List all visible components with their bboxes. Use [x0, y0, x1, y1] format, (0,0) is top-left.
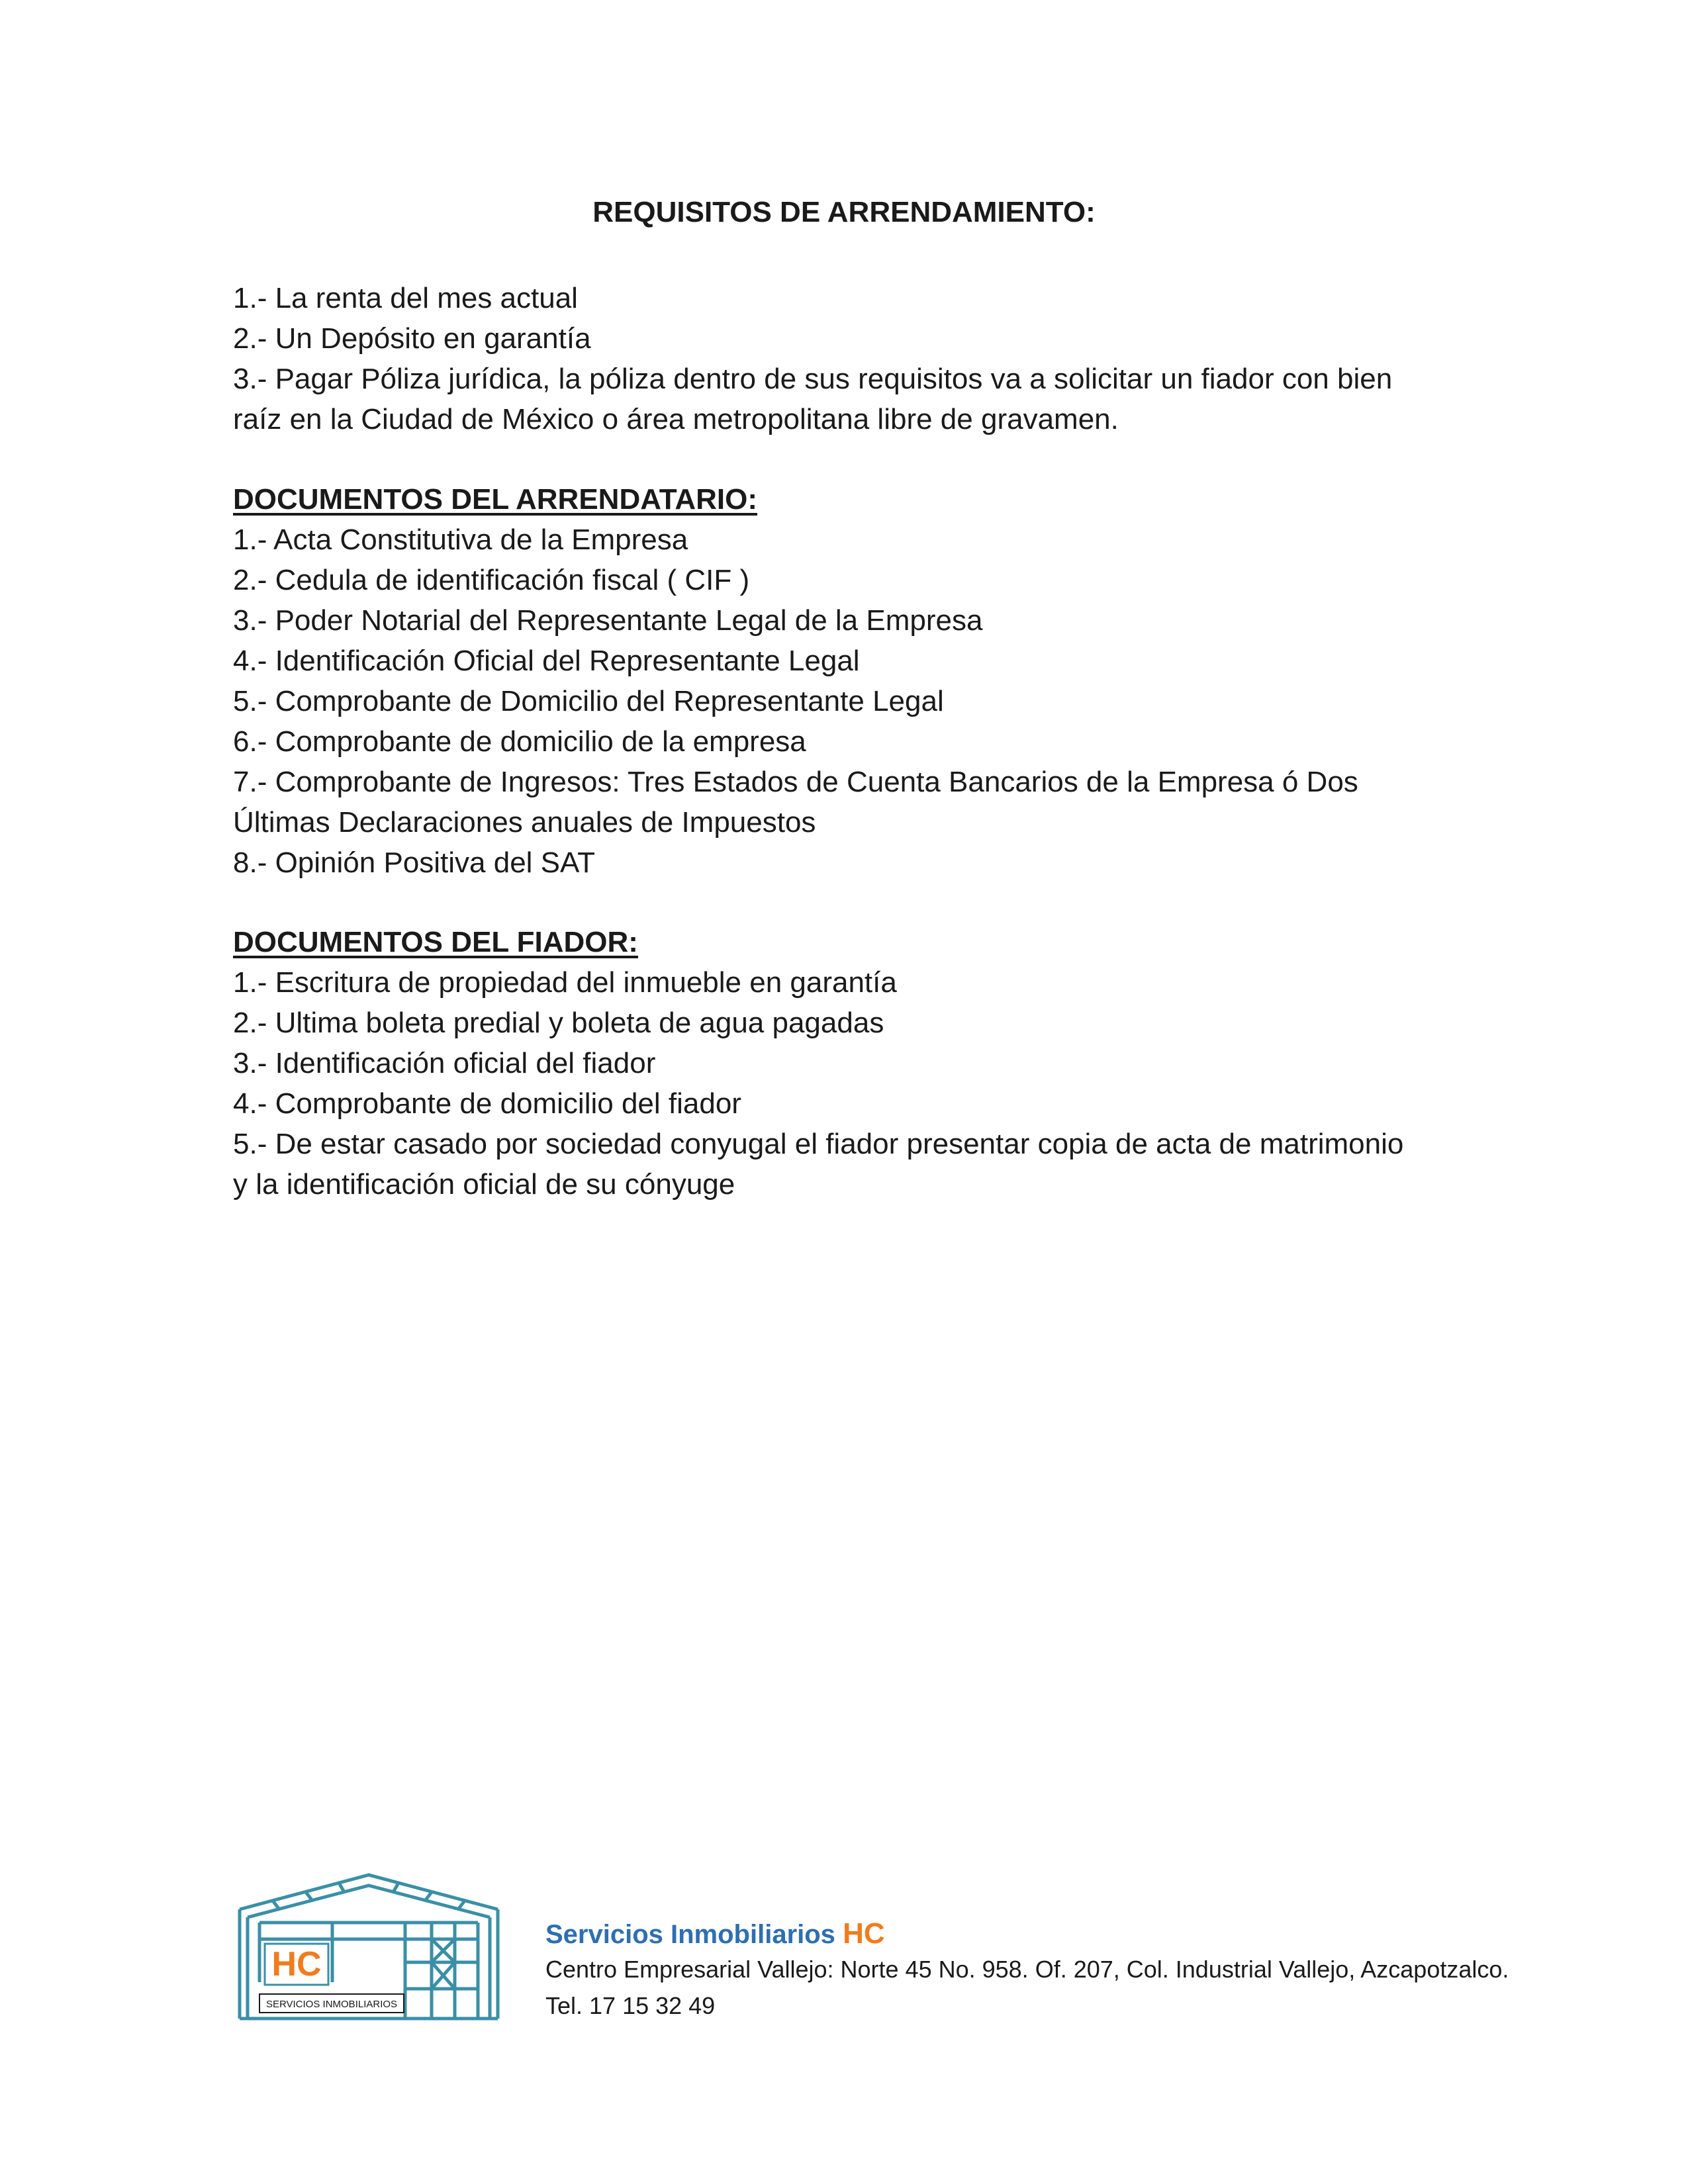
requirement-line: 2.- Un Depósito en garantía: [233, 322, 591, 355]
guarantor-documents-section: [233, 922, 1477, 1205]
page-title: REQUISITOS DE ARRENDAMIENTO:: [592, 196, 1096, 228]
tenant-document-item: 5.- Comprobante de Domicilio del Representante Legal: [233, 685, 944, 717]
logo-caption: SERVICIOS INMOBILIARIOS: [265, 1999, 398, 2010]
company-name-suffix: HC: [843, 1917, 885, 1950]
tenant-document-item: 7.- Comprobante de Ingresos: Tres Estados de Cuenta Bancarios de la Empresa ó Dos: [233, 766, 1358, 798]
tenant-document-item: 6.- Comprobante de domicilio de la empresa: [233, 725, 806, 758]
tenant-document-item: Últimas Declaraciones anuales de Impuestos: [233, 806, 816, 839]
company-address: Centro Empresarial Vallejo: Norte 45 No. 958. Of. 207, Col. Industrial Vallejo, Azcapotzalco.: [545, 1956, 1509, 1983]
tenant-documents-section: [233, 479, 1477, 883]
guarantor-document-item: 5.- De estar casado por sociedad conyugal el fiador presentar copia de acta de matrimonio: [233, 1128, 1404, 1160]
requirement-line: raíz en la Ciudad de México o área metropolitana libre de gravamen.: [233, 403, 1119, 435]
guarantor-document-item: y la identificación oficial de su cónyuge: [233, 1168, 735, 1201]
company-name-text: Servicios Inmobiliarios: [545, 1920, 835, 1949]
guarantor-document-item: 2.- Ultima boleta predial y boleta de agua pagadas: [233, 1007, 884, 1039]
requirement-line: 3.- Pagar Póliza jurídica, la póliza dentro de sus requisitos va a solicitar un fiador con bien: [233, 363, 1393, 395]
requirements-list: [233, 278, 1477, 439]
guarantor-document-item: 4.- Comprobante de domicilio del fiador: [233, 1087, 741, 1120]
tenant-document-item: 1.- Acta Constitutiva de la Empresa: [233, 523, 688, 556]
guarantor-document-item: 1.- Escritura de propiedad del inmueble en garantía: [233, 966, 897, 999]
tenant-document-item: 2.- Cedula de identificación fiscal ( CIF ): [233, 564, 750, 596]
tenant-document-item: 3.- Poder Notarial del Representante Legal de la Empresa: [233, 604, 983, 637]
guarantor-document-item: 3.- Identificación oficial del fiador: [233, 1047, 656, 1079]
tenant-documents-heading: DOCUMENTOS DEL ARRENDATARIO:: [233, 483, 757, 516]
logo-initials: HC: [271, 1945, 322, 1983]
tenant-document-item: 4.- Identificación Oficial del Representante Legal: [233, 645, 860, 677]
tenant-document-item: 8.- Opinión Positiva del SAT: [233, 846, 595, 879]
requirement-line: 1.- La renta del mes actual: [233, 282, 578, 314]
company-name: [545, 1917, 885, 1950]
company-logo: [233, 1870, 504, 2025]
company-phone: Tel. 17 15 32 49: [545, 1992, 716, 2019]
guarantor-documents-heading: DOCUMENTOS DEL FIADOR:: [233, 926, 638, 958]
